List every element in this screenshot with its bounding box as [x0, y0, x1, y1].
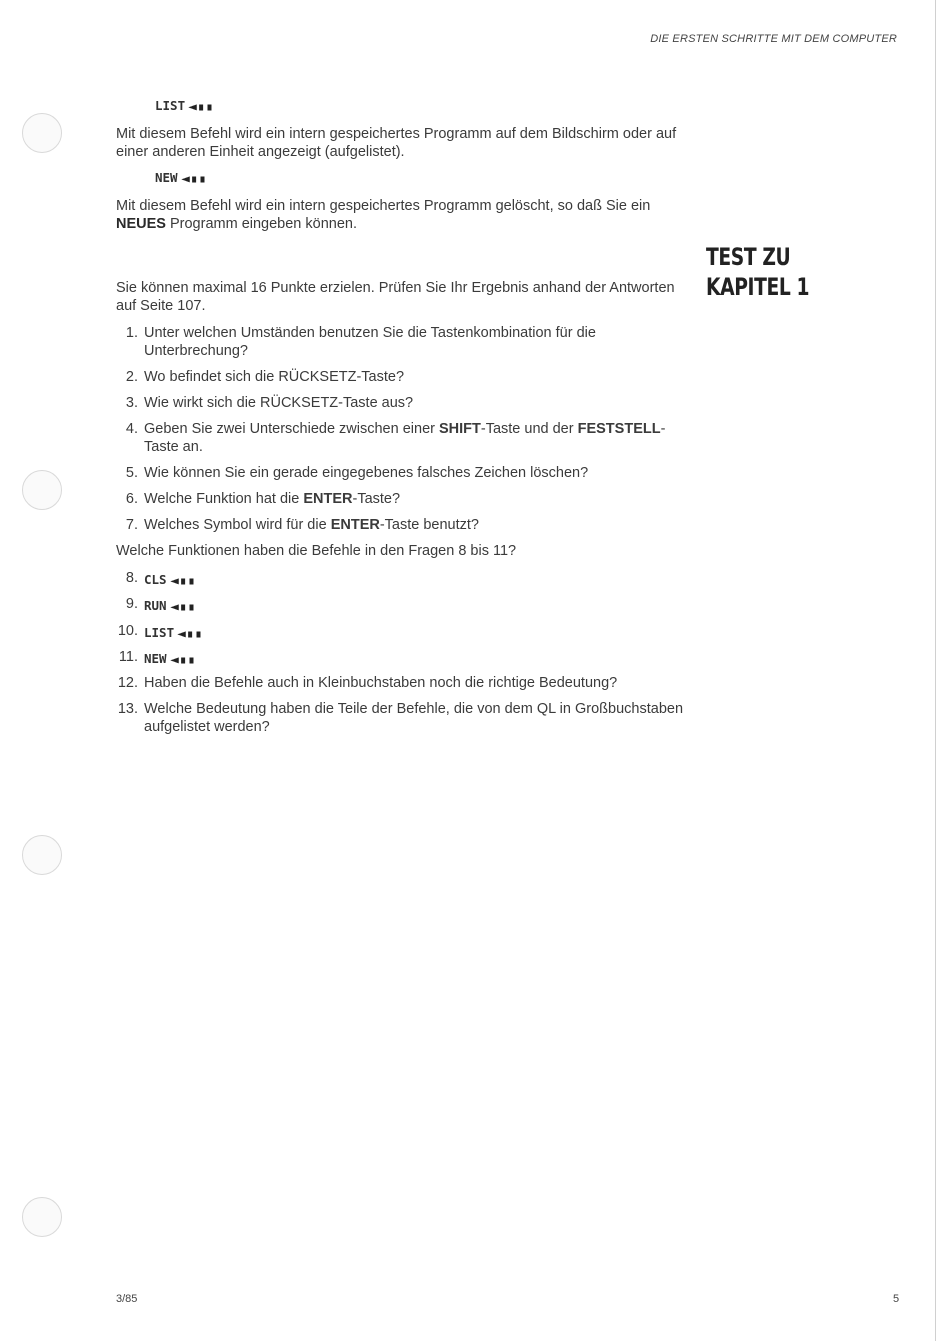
new-description [116, 197, 686, 233]
section-title [706, 242, 809, 302]
question-text-part: -Taste und der [480, 421, 578, 437]
question-number: 4. [125, 421, 138, 437]
question-item [116, 324, 696, 364]
command-label: NEW [144, 651, 167, 666]
new-description-bold: NEUES [116, 216, 166, 232]
question-text [144, 420, 689, 456]
question-number: 10. [117, 623, 138, 639]
punch-hole [22, 1197, 62, 1237]
enter-key-icon: ◀▮▮ [188, 102, 214, 113]
question-text: Welche Bedeutung haben die Teile der Befehle, die von dem QL in Großbuchstaben aufgelistet werden? [144, 701, 684, 735]
command-list [155, 98, 214, 113]
question-text-part: -Taste? [352, 491, 401, 507]
binding-edge [935, 0, 936, 1341]
question-number: 11. [118, 649, 138, 665]
punch-hole [22, 835, 62, 875]
question-number: 7. [125, 517, 138, 533]
question-text [144, 490, 689, 508]
question-text-part: Welches Symbol wird für die [144, 517, 331, 533]
running-header: DIE ERSTEN SCHRITTE MIT DEM COMPUTER [650, 33, 897, 45]
command-new-label: NEW [155, 170, 178, 185]
command-list-label: LIST [155, 98, 186, 113]
list-description: Mit diesem Befehl wird ein intern gespeichertes Programm auf dem Bildschirm oder auf einer anderen Einheit angezeigt (aufgelistet). [116, 126, 677, 160]
question-command [144, 571, 196, 591]
new-description-part: Programm eingeben können. [165, 216, 358, 232]
enter-key-icon: ◀▮▮ [169, 655, 196, 666]
enter-key-icon: ◀▮▮ [177, 629, 203, 640]
question-command [144, 650, 196, 670]
question-text-bold: ENTER [330, 517, 380, 533]
command-new [155, 170, 207, 185]
question-text: Unter welchen Umständen benutzen Sie die Tastenkombination für die Unterbrechung? [144, 325, 596, 359]
questions-8-11-intro: Welche Funktionen haben die Befehle in den Fragen 8 bis 11? [116, 543, 517, 559]
question-number: 1. [125, 325, 138, 341]
question-command [144, 597, 196, 617]
question-number: 3. [125, 395, 138, 411]
question-number: 2. [125, 369, 138, 385]
question-text-part: -Taste an. [144, 421, 666, 455]
section-title-line: TEST ZU [706, 243, 791, 271]
question-command [144, 624, 203, 644]
new-description-part: Mit diesem Befehl wird ein intern gespeichertes Programm gelöscht, so daß Sie ein [116, 198, 651, 214]
question-text: Wo befindet sich die RÜCKSETZ-Taste? [144, 369, 405, 385]
question-number: 12. [117, 675, 138, 691]
question-number: 6. [125, 491, 138, 507]
show-through-text [706, 112, 713, 142]
command-label: CLS [144, 572, 167, 587]
question-text: Wie können Sie ein gerade eingegebenes falsches Zeichen löschen? [144, 465, 589, 481]
question-text: Wie wirkt sich die RÜCKSETZ-Taste aus? [144, 395, 414, 411]
question-number: 9. [125, 596, 138, 612]
question-text-part: -Taste benutzt? [379, 517, 479, 533]
command-label: LIST [144, 625, 175, 640]
command-label: RUN [144, 598, 167, 613]
punch-hole [22, 113, 62, 153]
test-intro: Sie können maximal 16 Punkte erzielen. Prüfen Sie Ihr Ergebnis anhand der Antworten auf Seite 107. [116, 280, 675, 314]
page-number: 5 [893, 1293, 900, 1305]
footer-date: 3/85 [116, 1293, 138, 1305]
question-text-bold: ENTER [303, 491, 353, 507]
question-text-part: Geben Sie zwei Unterschiede zwischen einer [144, 421, 439, 437]
enter-key-icon: ◀▮▮ [180, 174, 207, 185]
punch-hole [22, 470, 62, 510]
enter-key-icon: ◀▮▮ [169, 602, 196, 613]
question-number: 13. [117, 701, 138, 717]
question-text [144, 516, 689, 534]
section-title-line: KAPITEL 1 [706, 273, 810, 301]
question-text-part: Welche Funktion hat die [144, 491, 304, 507]
question-number: 8. [125, 570, 138, 586]
question-text: Haben die Befehle auch in Kleinbuchstaben noch die richtige Bedeutung? [144, 675, 618, 691]
question-text-bold: SHIFT [438, 421, 481, 437]
question-text-bold: FESTSTELL [577, 421, 661, 437]
question-number: 5. [125, 465, 138, 481]
enter-key-icon: ◀▮▮ [169, 576, 196, 587]
